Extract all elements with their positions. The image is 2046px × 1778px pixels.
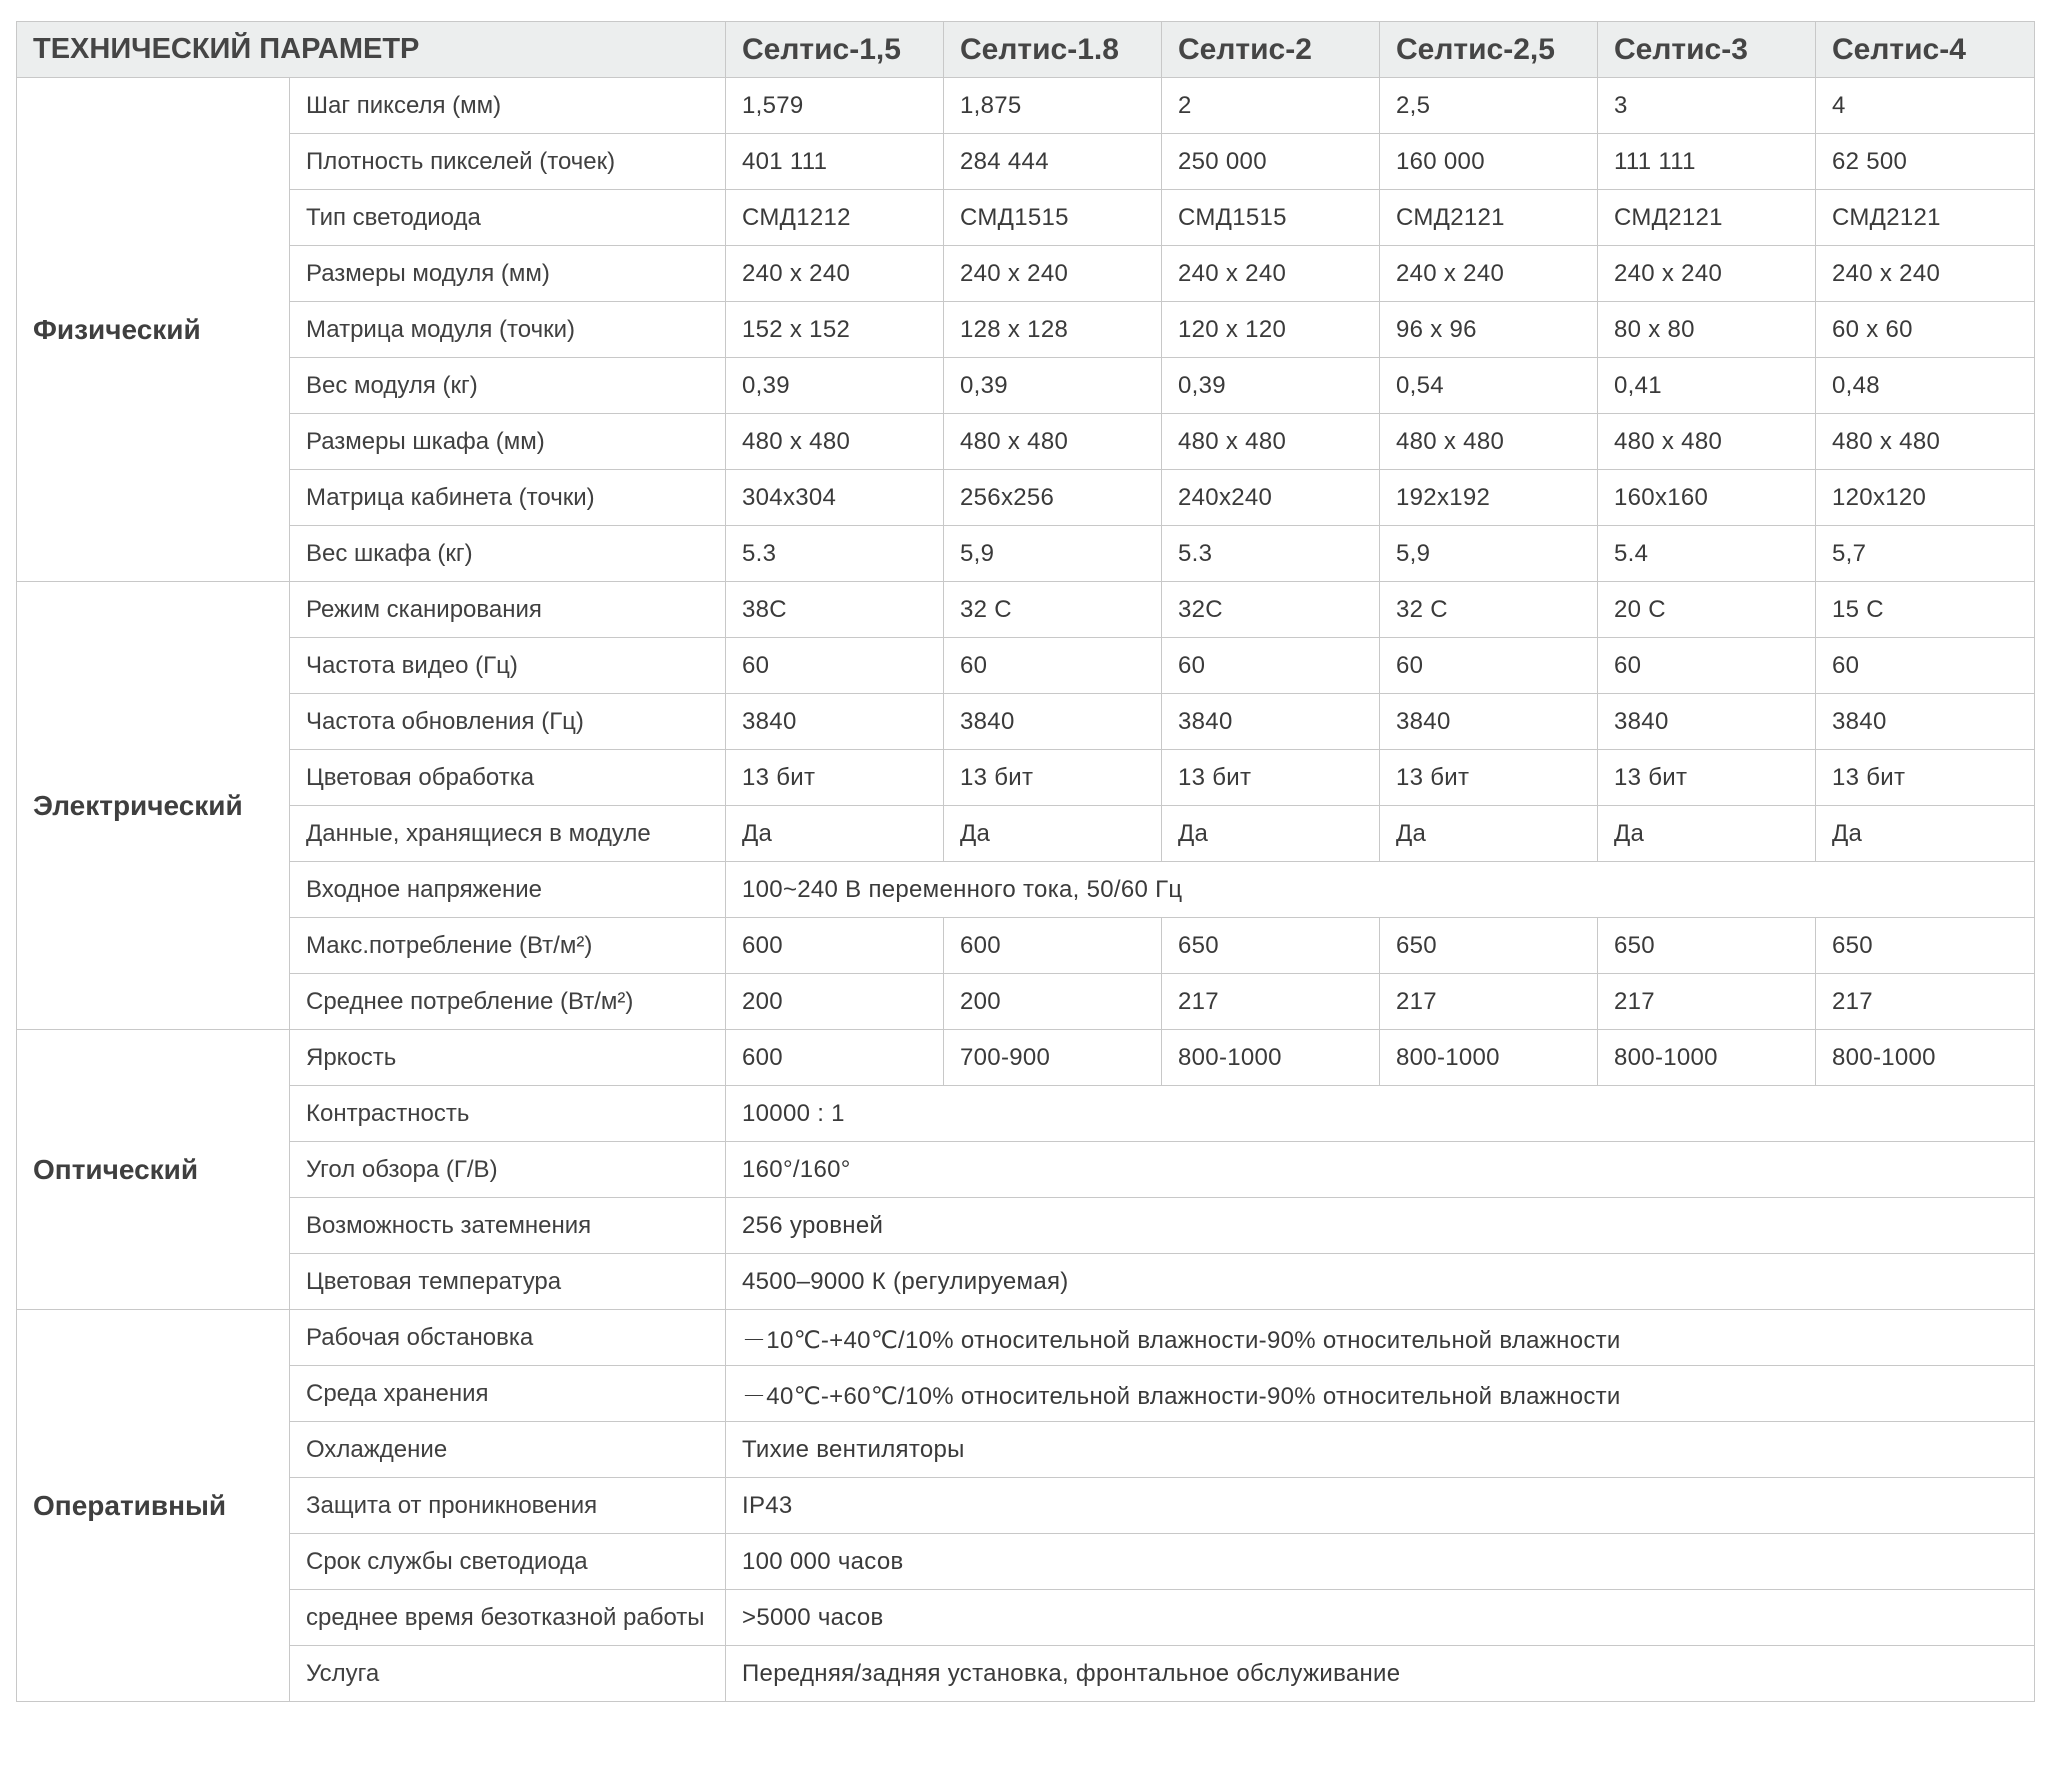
merged-value-cell: IP43 [726,1478,2035,1534]
value-cell: 401 111 [726,134,944,190]
table-row [17,1590,2035,1646]
spec-table [16,21,2035,1702]
merged-value-cell: Тихие вентиляторы [726,1422,2035,1478]
value-cell: СМД2121 [1816,190,2035,246]
table-row [17,1254,2035,1310]
table-body [17,78,2035,1702]
merged-value-cell: 160°/160° [726,1142,2035,1198]
table-row [17,78,2035,134]
value-cell: 192x192 [1380,470,1598,526]
value-cell: 0,48 [1816,358,2035,414]
param-name-cell: среднее время безотказной работы [290,1590,726,1646]
value-cell: 240 x 240 [944,246,1162,302]
value-cell: 160 000 [1380,134,1598,190]
value-cell: 650 [1380,918,1598,974]
value-cell: 217 [1162,974,1380,1030]
merged-value-cell: Передняя/задняя установка, фронтальное обслуживание [726,1646,2035,1702]
value-cell: 240 x 240 [1162,246,1380,302]
value-cell: 3840 [1598,694,1816,750]
value-cell: 120 x 120 [1162,302,1380,358]
table-row [17,694,2035,750]
table-row [17,190,2035,246]
value-cell: 800-1000 [1598,1030,1816,1086]
table-row [17,918,2035,974]
value-cell: 32 С [944,582,1162,638]
value-cell: 480 x 480 [1598,414,1816,470]
value-cell: 480 x 480 [1162,414,1380,470]
merged-value-cell: 256 уровней [726,1198,2035,1254]
value-cell: 700-900 [944,1030,1162,1086]
table-row [17,582,2035,638]
value-cell: 111 111 [1598,134,1816,190]
param-name-cell: Матрица кабинета (точки) [290,470,726,526]
param-name-cell: Шаг пикселя (мм) [290,78,726,134]
table-row [17,246,2035,302]
param-name-cell: Тип светодиода [290,190,726,246]
merged-value-cell: >5000 часов [726,1590,2035,1646]
value-cell: Да [1598,806,1816,862]
table-row [17,806,2035,862]
table-row [17,302,2035,358]
value-cell: 32С [1162,582,1380,638]
value-cell: 600 [944,918,1162,974]
value-cell: 5,9 [944,526,1162,582]
value-cell: 240x240 [1162,470,1380,526]
merged-value-cell: 4500–9000 К (регулируемая) [726,1254,2035,1310]
table-row [17,974,2035,1030]
table-row [17,862,2035,918]
table-title: ТЕХНИЧЕСКИЙ ПАРАМЕТР [17,22,726,78]
table-row [17,1422,2035,1478]
value-cell: 13 бит [1380,750,1598,806]
group-label-operational: Оперативный [17,1310,290,1702]
param-name-cell: Цветовая температура [290,1254,726,1310]
model-header: Селтис-4 [1816,22,2035,78]
param-name-cell: Услуга [290,1646,726,1702]
merged-value-cell: 10000 : 1 [726,1086,2035,1142]
model-header: Селтис-2,5 [1380,22,1598,78]
table-row [17,414,2035,470]
merged-value-cell: 100~240 В переменного тока, 50/60 Гц [726,862,2035,918]
value-cell: 0,39 [944,358,1162,414]
param-name-cell: Плотность пикселей (точек) [290,134,726,190]
param-name-cell: Защита от проникновения [290,1478,726,1534]
value-cell: 217 [1816,974,2035,1030]
value-cell: 1,875 [944,78,1162,134]
param-name-cell: Контрастность [290,1086,726,1142]
value-cell: 0,54 [1380,358,1598,414]
value-cell: СМД2121 [1598,190,1816,246]
table-row [17,1534,2035,1590]
value-cell: 3 [1598,78,1816,134]
value-cell: 32 С [1380,582,1598,638]
param-name-cell: Угол обзора (Г/В) [290,1142,726,1198]
table-row [17,750,2035,806]
value-cell: 2,5 [1380,78,1598,134]
param-name-cell: Входное напряжение [290,862,726,918]
table-row [17,1142,2035,1198]
table-row [17,1478,2035,1534]
param-name-cell: Возможность затемнения [290,1198,726,1254]
value-cell: 0,39 [726,358,944,414]
param-name-cell: Цветовая обработка [290,750,726,806]
param-name-cell: Вес шкафа (кг) [290,526,726,582]
model-header: Селтис-2 [1162,22,1380,78]
merged-value-cell: －10℃-+40℃/10% относительной влажности-90% относительной влажности [726,1310,2035,1366]
value-cell: Да [1162,806,1380,862]
value-cell: 250 000 [1162,134,1380,190]
value-cell: СМД1212 [726,190,944,246]
value-cell: 256x256 [944,470,1162,526]
value-cell: 304x304 [726,470,944,526]
param-name-cell: Матрица модуля (точки) [290,302,726,358]
value-cell: 5.3 [726,526,944,582]
value-cell: 240 x 240 [1380,246,1598,302]
param-name-cell: Срок службы светодиода [290,1534,726,1590]
value-cell: 5,9 [1380,526,1598,582]
table-row [17,1198,2035,1254]
value-cell: 0,41 [1598,358,1816,414]
value-cell: 0,39 [1162,358,1380,414]
value-cell: 480 x 480 [1816,414,2035,470]
header-row [17,22,2035,78]
value-cell: 5.4 [1598,526,1816,582]
param-name-cell: Частота обновления (Гц) [290,694,726,750]
value-cell: 120x120 [1816,470,2035,526]
value-cell: 217 [1598,974,1816,1030]
value-cell: 20 С [1598,582,1816,638]
value-cell: 3840 [1380,694,1598,750]
value-cell: 480 x 480 [944,414,1162,470]
value-cell: 96 x 96 [1380,302,1598,358]
value-cell: 3840 [726,694,944,750]
table-header [17,22,2035,78]
param-name-cell: Данные, хранящиеся в модуле [290,806,726,862]
param-name-cell: Яркость [290,1030,726,1086]
value-cell: 80 x 80 [1598,302,1816,358]
param-name-cell: Режим сканирования [290,582,726,638]
value-cell: 650 [1162,918,1380,974]
value-cell: 240 x 240 [1598,246,1816,302]
group-label-electrical: Электрический [17,582,290,1030]
value-cell: 152 x 152 [726,302,944,358]
param-name-cell: Частота видео (Гц) [290,638,726,694]
value-cell: 13 бит [1598,750,1816,806]
value-cell: СМД1515 [1162,190,1380,246]
value-cell: 480 x 480 [1380,414,1598,470]
value-cell: 1,579 [726,78,944,134]
model-header: Селтис-1.8 [944,22,1162,78]
param-name-cell: Макс.потребление (Вт/м²) [290,918,726,974]
param-name-cell: Размеры модуля (мм) [290,246,726,302]
value-cell: 13 бит [944,750,1162,806]
value-cell: 60 [726,638,944,694]
value-cell: 13 бит [1816,750,2035,806]
table-row [17,638,2035,694]
param-name-cell: Среда хранения [290,1366,726,1422]
value-cell: Да [1380,806,1598,862]
table-row [17,358,2035,414]
value-cell: 60 [1380,638,1598,694]
value-cell: 5,7 [1816,526,2035,582]
value-cell: 4 [1816,78,2035,134]
value-cell: 240 x 240 [726,246,944,302]
value-cell: 60 x 60 [1816,302,2035,358]
value-cell: 200 [726,974,944,1030]
param-name-cell: Размеры шкафа (мм) [290,414,726,470]
value-cell: 13 бит [1162,750,1380,806]
value-cell: 13 бит [726,750,944,806]
value-cell: 60 [1162,638,1380,694]
value-cell: Да [1816,806,2035,862]
value-cell: 2 [1162,78,1380,134]
group-label-physical: Физический [17,78,290,582]
table-row [17,470,2035,526]
value-cell: 60 [944,638,1162,694]
value-cell: 5.3 [1162,526,1380,582]
model-header: Селтис-3 [1598,22,1816,78]
value-cell: 800-1000 [1380,1030,1598,1086]
table-row [17,1030,2035,1086]
table-row [17,526,2035,582]
table-row [17,1086,2035,1142]
value-cell: 3840 [944,694,1162,750]
value-cell: 3840 [1162,694,1380,750]
value-cell: 240 x 240 [1816,246,2035,302]
param-name-cell: Рабочая обстановка [290,1310,726,1366]
value-cell: 200 [944,974,1162,1030]
value-cell: 15 С [1816,582,2035,638]
value-cell: 160x160 [1598,470,1816,526]
value-cell: 800-1000 [1162,1030,1380,1086]
value-cell: 217 [1380,974,1598,1030]
value-cell: 800-1000 [1816,1030,2035,1086]
value-cell: 600 [726,918,944,974]
group-label-optical: Оптический [17,1030,290,1310]
param-name-cell: Вес модуля (кг) [290,358,726,414]
value-cell: СМД2121 [1380,190,1598,246]
value-cell: Да [726,806,944,862]
value-cell: 284 444 [944,134,1162,190]
value-cell: 38С [726,582,944,638]
merged-value-cell: －40℃-+60℃/10% относительной влажности-90% относительной влажности [726,1366,2035,1422]
value-cell: 128 x 128 [944,302,1162,358]
value-cell: Да [944,806,1162,862]
value-cell: СМД1515 [944,190,1162,246]
value-cell: 60 [1598,638,1816,694]
param-name-cell: Среднее потребление (Вт/м²) [290,974,726,1030]
value-cell: 650 [1816,918,2035,974]
value-cell: 3840 [1816,694,2035,750]
value-cell: 62 500 [1816,134,2035,190]
value-cell: 480 x 480 [726,414,944,470]
table-row [17,134,2035,190]
table-row [17,1366,2035,1422]
value-cell: 600 [726,1030,944,1086]
model-header: Селтис-1,5 [726,22,944,78]
table-row [17,1646,2035,1702]
param-name-cell: Охлаждение [290,1422,726,1478]
value-cell: 60 [1816,638,2035,694]
table-row [17,1310,2035,1366]
value-cell: 650 [1598,918,1816,974]
merged-value-cell: 100 000 часов [726,1534,2035,1590]
